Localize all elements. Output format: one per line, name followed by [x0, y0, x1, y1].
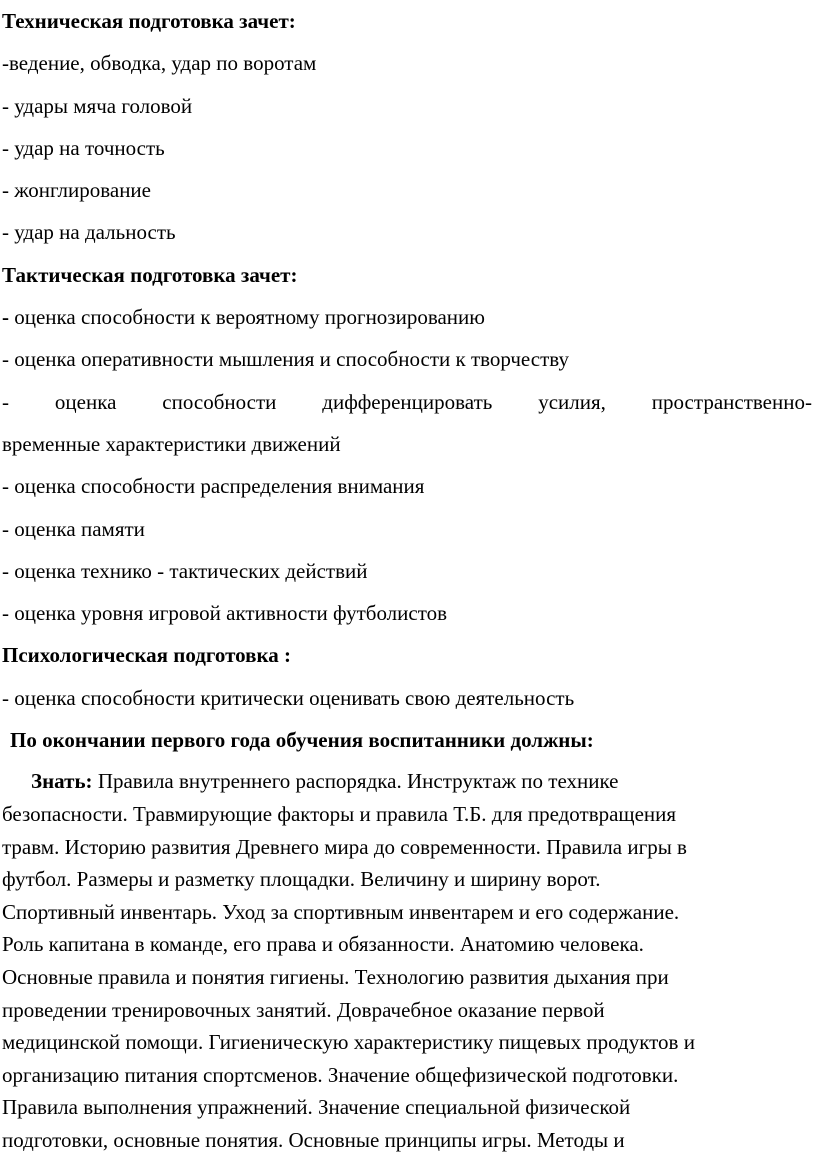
tactical-heading: Тактическая подготовка зачет: [2, 262, 298, 287]
tactical-section [2, 254, 812, 635]
list-item: - удар на точность [2, 135, 165, 160]
word: пространственно- [651, 389, 812, 414]
list-item: - оценка способности критически оценивать свою деятельность [2, 685, 575, 710]
paragraph-line [2, 765, 812, 798]
paragraph-line: организацию питания спортсменов. Значение общефизической подготовки. [2, 1062, 679, 1087]
technical-section [2, 0, 812, 254]
list-item [2, 296, 812, 338]
list-item: - оценка оперативности мышления и способности к творчеству [2, 347, 569, 372]
word: способности [162, 389, 277, 414]
paragraph-line: проведении тренировочных занятий. Доврачебное оказание первой [2, 997, 605, 1022]
paragraph-line: медицинской помощи. Гигиеническую характеристику пищевых продуктов и [2, 1030, 695, 1055]
word: усилия, [538, 389, 606, 414]
know-label: Знать: [31, 769, 93, 794]
list-item: - жонглирование [2, 178, 151, 203]
list-item-continuation: временные характеристики движений [2, 431, 341, 456]
paragraph-line: Роль капитана в команде, его права и обязанности. Анатомию человека. [2, 932, 644, 957]
first-year-section [2, 719, 812, 1156]
paragraph-line: Спортивный инвентарь. Уход за спортивным инвентарем и его содержание. [2, 899, 680, 924]
paragraph-line: футбол. Размеры и разметку площадки. Величину и ширину ворот. [2, 867, 601, 892]
word: оценка [54, 389, 117, 414]
technical-heading: Техническая подготовка зачет: [2, 9, 296, 33]
paragraph-line: травм. Историю развития Древнего мира до современности. Правила игры в [2, 834, 687, 859]
paragraph-text: Правила внутреннего распорядка. Инструктаж по технике [92, 769, 619, 794]
word: - [2, 389, 9, 414]
list-item: - оценка технико - тактических действий [2, 558, 368, 583]
list-item: - оценка способности распределения внимания [2, 474, 425, 499]
paragraph-line: подготовки, основные понятия. Основные принципы игры. Методы и [2, 1127, 625, 1152]
list-item: - оценка памяти [2, 516, 145, 541]
list-item-justified [2, 381, 812, 423]
list-item: - удар на дальность [2, 220, 176, 245]
paragraph-line: безопасности. Травмирующие факторы и правила Т.Б. для предотвращения [2, 801, 677, 826]
paragraph-line: Правила выполнения упражнений. Значение специальной физической [2, 1095, 631, 1120]
word: дифференцировать [322, 389, 493, 414]
list-item: - оценка уровня игровой активности футболистов [2, 601, 448, 626]
list-item-text: оценка способности к вероятному прогнозированию [9, 305, 485, 330]
psychological-section [2, 634, 812, 719]
first-year-heading: По окончании первого года обучения воспитанники должны: [10, 728, 594, 753]
paragraph-line: Основные правила и понятия гигиены. Технологию развития дыхания при [2, 964, 669, 989]
psychological-heading: Психологическая подготовка : [2, 643, 291, 668]
list-dash: - [2, 305, 9, 330]
know-paragraph [2, 765, 812, 1156]
list-item: - удары мяча головой [2, 93, 193, 118]
list-item: -ведение, обводка, удар по воротам [2, 51, 317, 76]
